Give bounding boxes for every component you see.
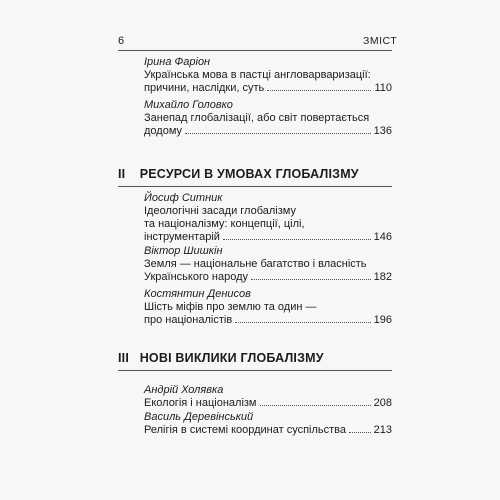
entry-author: Віктор Шишкін [144,245,223,257]
section-number: ІІ [118,167,126,181]
entry-title-line: Занепад глобалізації, або світ повертається [144,112,370,124]
toc-entry [144,288,392,327]
toc-entry [144,384,392,410]
leader-dots [185,133,371,134]
toc-entry [144,192,392,244]
entry-title-last-line: причини, наслідки, суть 110 [144,82,392,94]
entry-title-last-line: Релігія в системі координат суспільства 213 [144,424,392,436]
leader-dots [235,322,370,323]
toc-entry [144,245,392,284]
leader-dots [260,405,371,406]
entry-author: Андрій Холявка [144,384,224,396]
entry-title-last-line: Екологія і націоналізм 208 [144,397,392,409]
entry-page: 208 [373,397,392,409]
toc-entry [144,56,392,95]
entry-author: Василь Деревінський [144,411,254,423]
entry-title-last-line: Українського народу 182 [144,271,392,283]
entry-page: 213 [373,424,392,436]
page-number: 6 [118,35,125,47]
leader-dots [223,239,371,240]
entry-page: 196 [373,314,392,326]
entry-page: 110 [374,82,392,94]
leader-dots [251,279,371,280]
entry-title-line: Шість міфів про землю та один — [144,301,317,313]
section-title: РЕСУРСИ В УМОВАХ ГЛОБАЛІЗМУ [139,167,359,181]
entry-author: Ірина Фаріон [144,56,211,68]
running-head: ЗМІСТ [363,35,398,47]
entry-title-line: та націоналізму: концепції, цілі, [144,218,305,230]
leader-dots [267,90,371,91]
section-heading [118,167,359,181]
section-heading [118,351,324,365]
entry-title-last-line: про націоналістів 196 [144,314,392,326]
section-number: ІІІ [118,351,130,365]
entry-title-line: Земля — національне багатство і власність [144,258,367,270]
entry-author: Михайло Головко [144,99,233,111]
section-rule [118,186,392,187]
entry-title-last-line: додому 136 [144,125,392,137]
entry-author: Йосиф Ситник [144,192,223,204]
entry-title-line: Українська мова в пастці англоварваризації: [144,69,371,81]
section-rule [118,370,392,371]
entry-title-last-line: інструментарій 146 [144,231,392,243]
entry-author: Костянтин Денисов [144,288,251,300]
toc-entry [144,411,392,437]
section-title: НОВІ ВИКЛИКИ ГЛОБАЛІЗМУ [139,351,324,365]
header-rule [118,50,392,51]
toc-entry [144,99,392,138]
leader-dots [349,432,371,433]
entry-page: 136 [373,125,392,137]
entry-title-line: Ідеологічні засади глобалізму [144,205,296,217]
entry-page: 146 [373,231,392,243]
entry-page: 182 [373,271,392,283]
